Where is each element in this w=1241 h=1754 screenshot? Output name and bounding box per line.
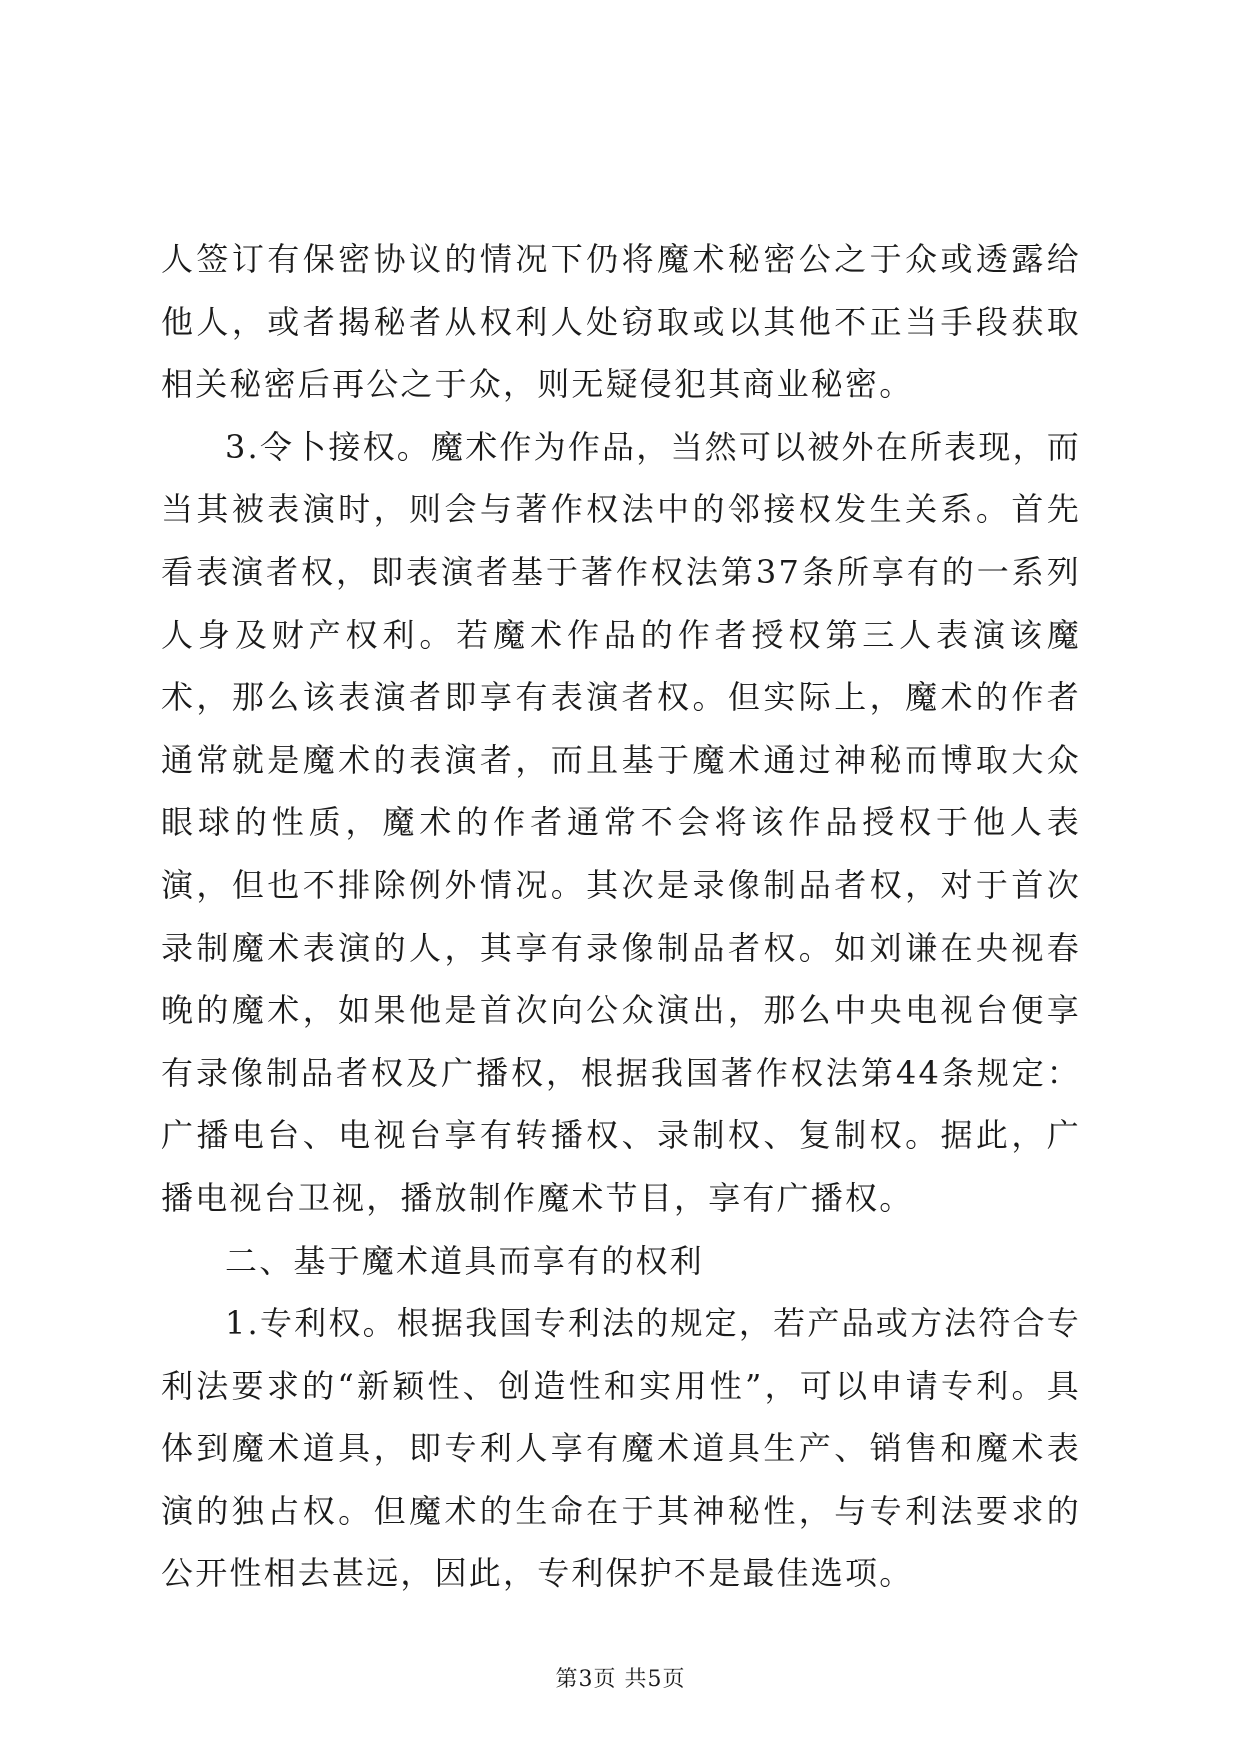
page-footer: 第3页 共5页 <box>555 1667 686 1692</box>
paragraph-patent-right: 1.专利权。根据我国专利法的规定，若产品或方法符合专利法要求的“新颖性、创造性和实用性”，可以申请专利。具体到魔术道具，即专利人享有魔术道具生产、销售和魔术表演的独占权。但魔术的生命在于其神秘性，与专利法要求的公开性相去甚远，因此，专利保护不是最佳选项。 <box>161 1304 1081 1593</box>
section-heading-props-rights: 二、基于魔术道具而享有的权利 <box>225 1241 704 1280</box>
body-text <box>161 228 1081 1605</box>
paragraph-trade-secret-continuation: 人签订有保密协议的情况下仍将魔术秘密公之于众或透露给他人，或者揭秘者从权利人处窃取或以其他不正当手段获取相关秘密后再公之于众，则无疑侵犯其商业秘密。 <box>161 240 1081 404</box>
paragraph-neighboring-rights: 3.令卜接权。魔术作为作品，当然可以被外在所表现，而当其被表演时，则会与著作权法中的邻接权发生关系。首先看表演者权，即表演者基于著作权法第37条所享有的一系列人身及财产权利。若魔术作品的作者授权第三人表演该魔术，那么该表演者即享有表演者权。但实际上，魔术的作者通常就是魔术的表演者，而且基于魔术通过神秘而博取大众眼球的性质，魔术的作者通常不会将该作品授权于他人表演，但也不排除例外情况。其次是录像制品者权，对于首次录制魔术表演的人，其享有录像制品者权。如刘谦在央视春晚的魔术，如果他是首次向公众演出，那么中央电视台便享有录像制品者权及广播权，根据我国著作权法第44条规定：广播电台、电视台享有转播权、录制权、复制权。据此，广播电视台卫视，播放制作魔术节目，享有广播权。 <box>161 427 1081 1217</box>
